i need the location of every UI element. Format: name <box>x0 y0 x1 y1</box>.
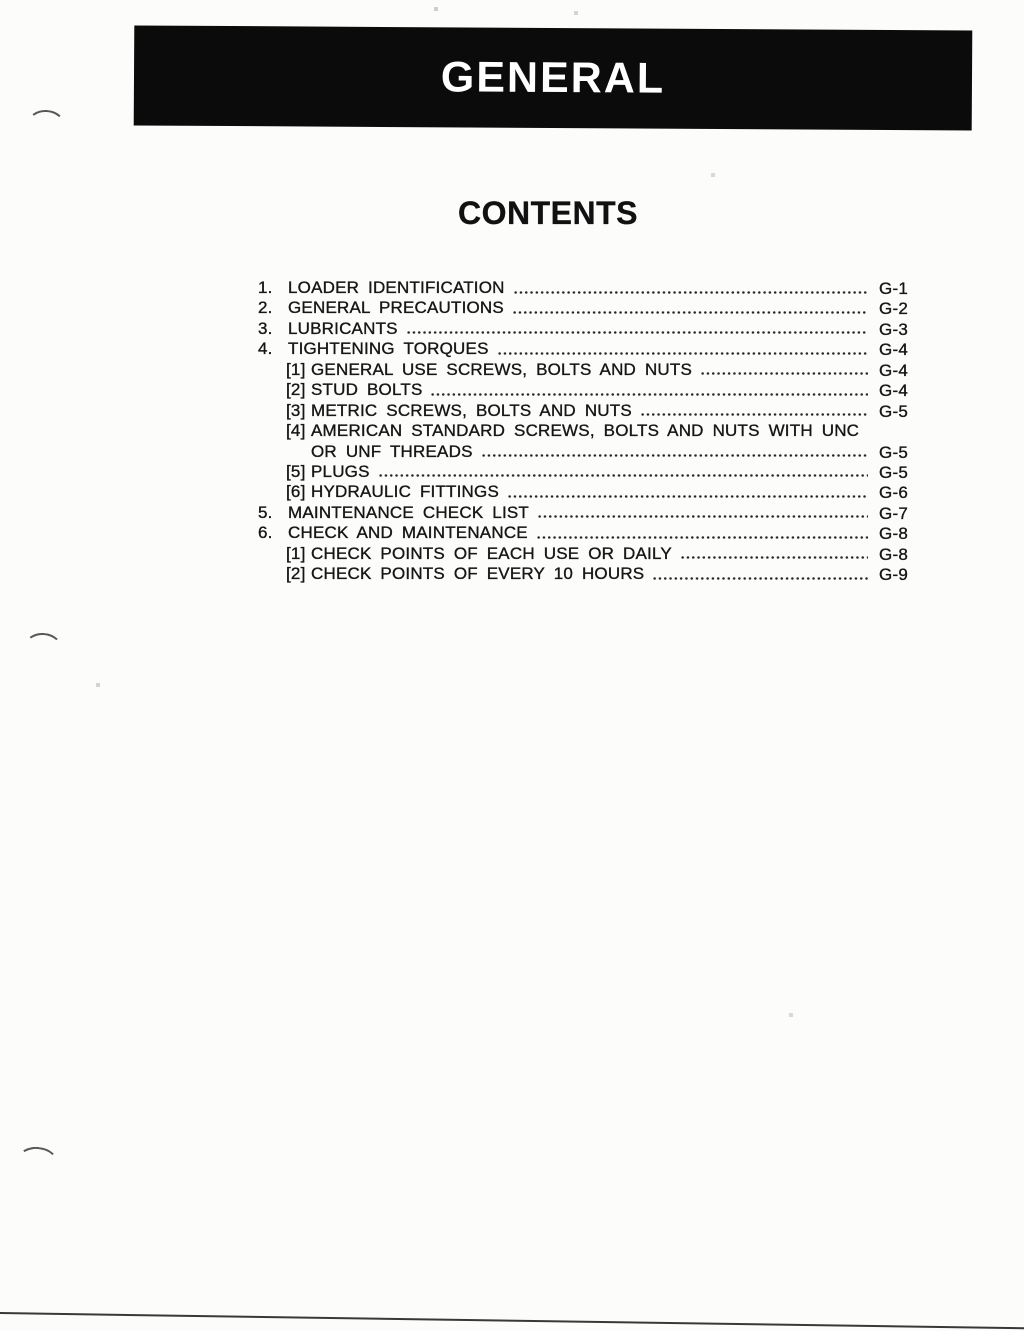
toc-entry-page: G-9 <box>879 565 908 585</box>
toc-entry-title: OR UNF THREADS <box>311 441 473 461</box>
toc-entry <box>258 482 908 502</box>
toc-entry <box>258 564 908 584</box>
dotted-leader <box>680 544 868 564</box>
toc-entry-number: [6] <box>286 482 306 502</box>
dotted-leader <box>700 360 868 380</box>
toc-entry-title: TIGHTENING TORQUES <box>288 339 489 359</box>
dotted-leader <box>640 401 868 421</box>
toc-entry-number: 3. <box>258 318 273 338</box>
toc-entry-title: GENERAL USE SCREWS, BOLTS AND NUTS <box>311 359 693 379</box>
toc-entry-number: 1. <box>258 278 273 297</box>
toc-entry-title: CHECK POINTS OF EVERY 10 HOURS <box>311 564 645 584</box>
binding-arc-mark <box>16 1145 60 1179</box>
toc-entry <box>258 523 908 543</box>
toc-entry-page: G-1 <box>879 279 908 298</box>
toc-entry <box>258 298 908 318</box>
toc-entry <box>258 462 908 482</box>
toc-entry-number: [5] <box>286 461 306 481</box>
toc-entry <box>258 360 908 380</box>
toc-entry-page: G-3 <box>879 319 908 339</box>
toc-entry-page: G-8 <box>879 524 908 544</box>
toc-entry <box>258 503 908 523</box>
toc-entry-page: G-5 <box>879 462 908 482</box>
toc-entry-number: [1] <box>286 359 306 379</box>
toc-entry <box>258 421 908 441</box>
section-banner-title: GENERAL <box>440 52 666 103</box>
toc-entry-title: GENERAL PRECAUTIONS <box>288 298 504 318</box>
toc-entry <box>258 380 908 400</box>
scan-speck-noise <box>0 0 2 2</box>
toc-entry-page: G-7 <box>879 503 908 523</box>
toc-entry-page: G-4 <box>879 360 908 380</box>
toc-entry-title: MAINTENANCE CHECK LIST <box>288 502 529 522</box>
toc-entry-title: LUBRICANTS <box>288 318 398 338</box>
toc-entry-number: [3] <box>286 400 306 420</box>
toc-entry-title: AMERICAN STANDARD SCREWS, BOLTS AND NUTS WITH UNC <box>311 421 860 441</box>
dotted-leader <box>537 503 868 523</box>
toc-entry-number: [2] <box>286 564 306 584</box>
toc-entry <box>258 278 908 298</box>
dotted-leader <box>507 482 868 502</box>
toc-entry-title: STUD BOLTS <box>311 380 423 400</box>
toc-entry <box>258 544 908 564</box>
toc-entry <box>258 401 908 421</box>
dotted-leader <box>497 339 868 359</box>
toc-entry-number: 5. <box>258 502 273 522</box>
toc-entry-number: [2] <box>286 380 306 400</box>
toc-entry-number: 4. <box>258 339 273 359</box>
toc-entry-number: [1] <box>286 543 306 563</box>
toc-entry-title: LOADER IDENTIFICATION <box>288 278 505 297</box>
toc-entry-page: G-8 <box>879 544 908 564</box>
dotted-leader <box>378 462 868 482</box>
toc-entry-title: HYDRAULIC FITTINGS <box>311 482 500 502</box>
binding-arc-mark <box>26 109 66 141</box>
dotted-leader <box>481 442 868 462</box>
toc-entry-number: 6. <box>258 523 273 543</box>
toc-entry-page: G-2 <box>879 299 908 319</box>
toc-entry-title: CHECK AND MAINTENANCE <box>288 523 528 543</box>
table-of-contents <box>258 278 908 585</box>
toc-entry <box>258 319 908 339</box>
toc-entry-page: G-4 <box>879 381 908 401</box>
toc-entry-title: METRIC SCREWS, BOLTS AND NUTS <box>311 400 632 420</box>
toc-entry-title: PLUGS <box>311 461 370 481</box>
toc-entry-title: CHECK POINTS OF EACH USE OR DAILY <box>311 543 672 563</box>
dotted-leader <box>513 278 868 298</box>
binding-arc-mark <box>23 632 63 665</box>
toc-entry-page: G-4 <box>879 340 908 360</box>
toc-entry <box>258 339 908 359</box>
page-edge-scan-line <box>0 1312 1024 1329</box>
contents-heading: CONTENTS <box>458 195 638 231</box>
dotted-leader <box>652 564 868 584</box>
toc-entry-continuation <box>258 442 908 462</box>
dotted-leader <box>512 298 868 318</box>
dotted-leader <box>536 523 868 543</box>
toc-entry-page: G-5 <box>879 442 908 462</box>
toc-entry-page: G-6 <box>879 483 908 503</box>
toc-entry-number: [4] <box>286 421 306 441</box>
dotted-leader <box>430 380 868 400</box>
toc-entry-page: G-5 <box>879 401 908 421</box>
toc-entry-number: 2. <box>258 298 273 318</box>
section-banner <box>134 25 973 130</box>
dotted-leader <box>406 319 868 339</box>
